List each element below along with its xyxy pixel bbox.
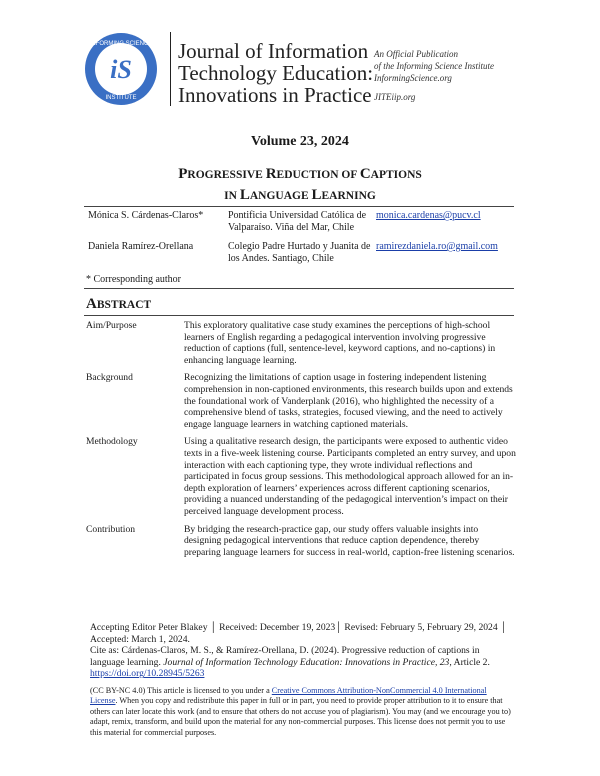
- abstract-row-label: Aim/Purpose: [86, 320, 137, 331]
- abstract-heading: ABSTRACT: [86, 296, 152, 312]
- abstract-row: [86, 372, 516, 430]
- journal-title: Journal of Information Technology Education: Innovations in Practice: [178, 39, 374, 107]
- author-row: [88, 241, 518, 264]
- abstract-row-label: Methodology: [86, 436, 138, 448]
- journal-url[interactable]: JITEiip.org: [374, 92, 416, 102]
- author-name: Mónica S. Cárdenas-Claros*: [88, 210, 204, 221]
- abstract-row-text: Using a qualitative research design, the participants were exposed to authentic video texts in a five-week listening course. Participants completed an entry survey, and upon interaction with each captioning type, they wrote individual reflections and participated in focus group sessions. This methodological approach allowed for an in-depth exploration of learners’ experiences across different captioning scenarios, providing a nuanced understanding of the pedagogical intervention’s impact on their perceived language development process.: [184, 436, 516, 517]
- license-link[interactable]: Creative Commons Attribution-NonCommercial 4.0 International License: [90, 686, 487, 706]
- citation: Cite as: Cárdenas-Claros, M. S., & Ramírez-Orellana, D. (2024). Progressive reduction of captions in language learning. Journal of Information Technology Education: Innovations in Practice, 23, Article 2.: [90, 645, 490, 668]
- authors-top-rule: [84, 206, 514, 207]
- author-affiliation: Pontificia Universidad Católica de Valparaíso. Viña del Mar, Chile: [228, 210, 367, 233]
- article-metadata: [90, 622, 515, 680]
- corresponding-author-note: * Corresponding author: [86, 274, 181, 285]
- volume-label: Volume 23, 2024: [251, 134, 349, 149]
- logo-top-text: INFORMING SCIENCE: [89, 41, 153, 47]
- abstract-heading-rule: [84, 315, 514, 316]
- abstract-top-rule: [84, 288, 514, 289]
- publisher-note: An Official Publication of the Informing Science Institute InformingScience.org: [374, 49, 494, 83]
- doi-link[interactable]: https://doi.org/10.28945/5263: [90, 668, 205, 680]
- abstract-row: [86, 436, 516, 517]
- author-list: [88, 210, 518, 272]
- abstract-row-text: This exploratory qualitative case study examines the perceptions of high-school learners of English regarding a pedagogical intervention involving progressive reduction of captions (full, sentence-level, keyword captions, and no-captions) in enhancing language learning.: [184, 320, 496, 366]
- logo-mark-text: iS: [110, 55, 132, 84]
- author-email[interactable]: ramirezdaniela.ro@gmail.com: [376, 241, 498, 252]
- abstract-row-label: Background: [86, 372, 133, 384]
- abstract-row-text: By bridging the research-practice gap, our study offers valuable insights into designing pedagogical interventions that reduce caption dependence, thereby preparing language learners for success in real-world, caption-free listening scenarios.: [184, 523, 515, 558]
- journal-logo: [84, 32, 158, 106]
- author-name: Daniela Ramírez-Orellana: [88, 241, 194, 252]
- author-row: [88, 210, 518, 233]
- abstract-row-label: Contribution: [86, 523, 136, 535]
- logo-bottom-text: INSTITUTE: [105, 95, 137, 101]
- license-notice: (CC BY-NC 4.0) This article is licensed to you under a Creative Commons Attribution-NonCommercial 4.0 International License. When you copy and redistribute this paper in full or in part, you need to provide proper attribution to it to ensure that others can later locate this work (and to ensure that others do not accuse you of plagiarism). You may (and we encourage you to) adapt, remix, transform, and build upon the material for any non-commercial purposes. This license does not permit you to use this material for commercial purposes.: [90, 686, 511, 737]
- abstract-row: [86, 524, 516, 559]
- author-affiliation: Colegio Padre Hurtado y Juanita de los Andes. Santiago, Chile: [228, 241, 371, 264]
- abstract-row: [86, 320, 516, 366]
- editor-dates-line: Accepting Editor Peter Blakey │ Received: December 19, 2023│ Revised: February 5, February 29, 2024 │ Accepted: March 1, 2024.: [90, 622, 507, 645]
- author-email[interactable]: monica.cardenas@pucv.cl: [376, 210, 481, 221]
- abstract-table: [86, 320, 516, 564]
- header-divider: [170, 32, 171, 106]
- abstract-row-text: Recognizing the limitations of caption usage in fostering independent listening comprehension in non-captioned environments, this research builds upon and extends the foundational work of Vanderplank (2016), who highlighted the necessity of a comprehensive blend of tasks, strategies, focused viewing, and the need to actively engage language learners in watching captioned materials.: [184, 372, 513, 430]
- paper-title: PROGRESSIVE REDUCTION OF CAPTIONS IN LANGUAGE LEARNING: [178, 166, 422, 203]
